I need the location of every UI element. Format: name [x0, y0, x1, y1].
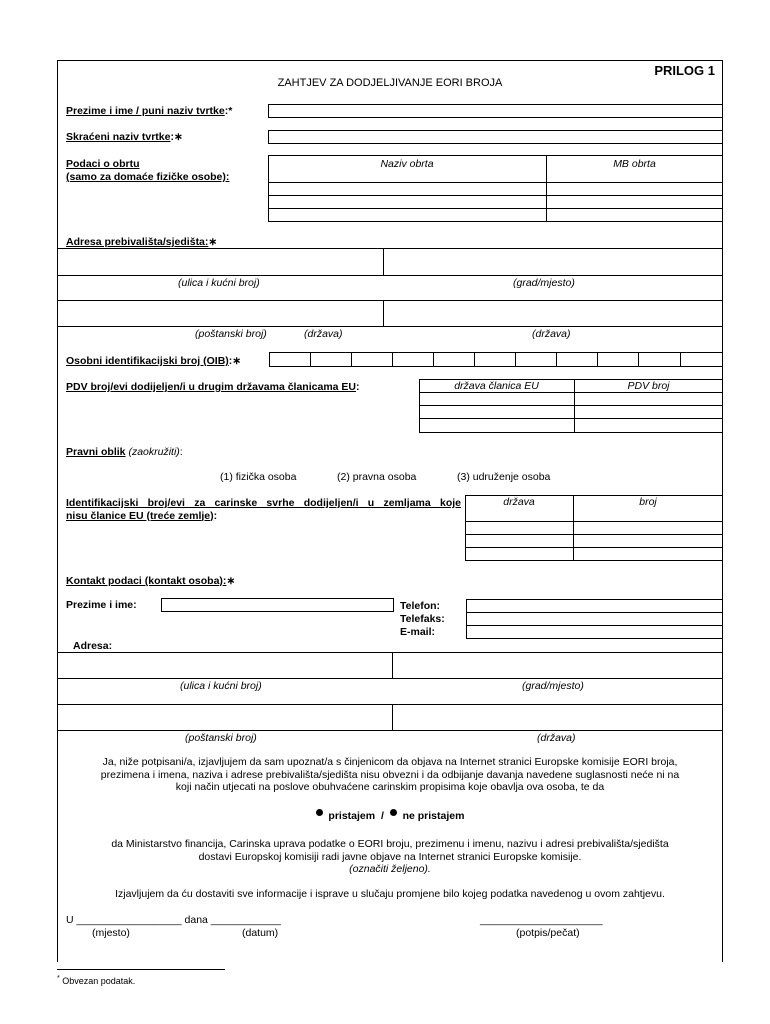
surname-label-row: [66, 105, 232, 117]
legal-form-hint: (zaokružiti): [128, 446, 180, 458]
required-mark: ∗: [208, 236, 218, 248]
postal-caption: (poštanski broj): [195, 328, 267, 340]
required-mark: :*: [224, 105, 233, 117]
contact-postal-caption: (poštanski broj): [185, 732, 257, 744]
oib-cell-divider: [515, 352, 516, 367]
oib-input[interactable]: [269, 352, 723, 367]
contact-street-input[interactable]: [58, 653, 392, 678]
contact-address-label: Adresa:: [73, 640, 113, 652]
contact-street-caption: (ulica i kućni broj): [180, 680, 262, 692]
street-caption: (ulica i kućni broj): [178, 277, 260, 289]
consent-choice: [58, 809, 722, 822]
vat-row-line: [419, 405, 723, 406]
craft-row-line: [268, 195, 723, 196]
vat-label: PDV broj/evi dodijeljen/i u drugim državama članicama EU: [66, 381, 357, 393]
address-line: [57, 326, 723, 327]
customs-label-line1: Identifikacijski broj/evi za carinske svrhe dodijeljen/i u zemljama koje: [66, 497, 461, 509]
address-line: [57, 275, 723, 276]
footnote-separator: [57, 969, 225, 970]
oib-label: Osobni identifikacijski broj (OIB): [66, 355, 229, 367]
footnote-text: Obvezan podatak.: [62, 976, 136, 986]
phone-label: Telefon:: [400, 600, 441, 612]
place-caption: (mjesto): [92, 927, 130, 939]
prilog-label: PRILOG 1: [654, 63, 715, 78]
surname-label: Prezime i ime / puni naziv tvrtke: [66, 105, 225, 117]
country-caption-mid: (država): [304, 328, 343, 340]
oib-cell-divider: [474, 352, 475, 367]
required-mark: :∗: [170, 131, 183, 143]
craft-row-line: [268, 208, 723, 209]
contact-country-input[interactable]: [393, 705, 722, 730]
contact-city-caption: (grad/mjesto): [522, 680, 584, 692]
form-frame-top: [57, 60, 723, 61]
declaration: Izjavljujem da ću dostaviti sve informacije i isprave u slučaju promjene bilo kojeg podatka navedenog u ovom zahtjevu.: [115, 888, 665, 900]
country-input[interactable]: [384, 300, 722, 326]
craft-label-line2: (samo za domaće fizičke osobe):: [66, 171, 230, 183]
oib-cell-divider: [680, 352, 681, 367]
vat-colon: :: [356, 381, 360, 393]
agree-option[interactable]: pristajem: [328, 810, 376, 822]
customs-col-number: broj: [639, 496, 657, 508]
signature-line[interactable]: _____________________: [480, 914, 603, 926]
customs-label-line2: nisu članice EU (treće zemlje): [66, 509, 214, 522]
craft-col-mb: MB obrta: [613, 158, 656, 170]
disagree-option[interactable]: ne pristajem: [402, 810, 465, 822]
contact-address-line: [57, 678, 723, 679]
consent-hint: (označiti željeno).: [349, 863, 431, 875]
phone-input[interactable]: [467, 600, 722, 612]
address-heading: Adresa prebivališta/sjedišta:: [66, 236, 209, 248]
date-caption: (datum): [242, 927, 279, 939]
surname-input[interactable]: [268, 104, 723, 118]
legal-option-legal[interactable]: (2) pravna osoba: [337, 471, 417, 483]
oib-cell-divider: [433, 352, 434, 367]
consent-paragraph: [58, 756, 722, 794]
oib-label-row: [66, 355, 241, 367]
address-heading-row: [66, 236, 217, 248]
oib-cell-divider: [556, 352, 557, 367]
contact-country-caption: (država): [537, 732, 576, 744]
consent-line: Ja, niže potpisani/a, izjavljujem da sam upoznat/a s činjenicom da objava na Internet stranici Europske komisije EORI broja,: [102, 756, 678, 768]
email-label: E-mail:: [400, 626, 436, 638]
postal-input[interactable]: [58, 300, 383, 326]
customs-col-country: država: [503, 496, 535, 508]
fax-label: Telefaks:: [400, 613, 445, 625]
city-caption: (grad/mjesto): [513, 277, 575, 289]
contact-city-input[interactable]: [393, 653, 722, 678]
legal-form-label: Pravni oblik: [66, 446, 126, 458]
contact-channel-labels: [400, 600, 445, 639]
contact-address-line: [57, 730, 723, 731]
legal-form-colon: :: [179, 446, 183, 458]
disagree-bullet-icon[interactable]: [390, 809, 397, 816]
oib-cell-divider: [392, 352, 393, 367]
craft-row-line: [268, 182, 723, 183]
customs-row-line: [465, 534, 723, 535]
contact-name-label: Prezime i ime:: [66, 599, 137, 611]
oib-cell-divider: [351, 352, 352, 367]
customs-label: [66, 497, 461, 522]
contact-heading: Kontakt podaci (kontakt osoba):: [66, 575, 227, 587]
oib-cell-divider: [597, 352, 598, 367]
contact-heading-row: [66, 575, 235, 587]
required-mark: ∗: [226, 575, 236, 587]
customs-row-line: [465, 521, 723, 522]
vat-label-row: [66, 381, 360, 393]
craft-label: [66, 158, 229, 184]
customs-row-line: [465, 547, 723, 548]
choice-separator: /: [380, 810, 384, 822]
agree-bullet-icon[interactable]: [316, 809, 323, 816]
fax-input[interactable]: [467, 613, 722, 625]
street-input[interactable]: [58, 248, 383, 275]
consent-line: da Ministarstvo financija, Carinska uprava podatke o EORI broju, prezimenu i imenu, nazivu i adresi prebivališta/sjedišta: [111, 838, 669, 850]
page-title: ZAHTJEV ZA DODJELJIVANJE EORI BROJA: [277, 77, 503, 89]
contact-postal-input[interactable]: [58, 705, 392, 730]
required-mark: :∗: [228, 355, 242, 367]
oib-cell-divider: [638, 352, 639, 367]
consent-paragraph-2: [58, 838, 722, 876]
consent-line: koji način utjecati na poslove obuhvaćene carinskim propisima koje obavlja ova osoba, te da: [175, 781, 605, 793]
customs-colon: :: [213, 509, 218, 522]
oib-cell-divider: [310, 352, 311, 367]
form-frame-left: [57, 60, 58, 962]
signature-caption: (potpis/pečat): [516, 927, 580, 939]
legal-form-label-row: [66, 446, 183, 458]
legal-option-natural[interactable]: (1) fizička osoba: [220, 471, 297, 483]
craft-col-name: Naziv obrta: [380, 158, 434, 170]
vat-col-number: PDV broj: [627, 380, 670, 392]
country-caption: (država): [532, 328, 571, 340]
short-name-input[interactable]: [268, 130, 723, 144]
place-date-line[interactable]: U __________________ dana ____________: [66, 914, 281, 926]
email-input[interactable]: [467, 626, 722, 638]
footnote: [57, 975, 135, 986]
short-name-label-row: [66, 131, 183, 143]
footnote-mark: *: [57, 975, 60, 982]
consent-line: dostavi Europskoj komisiji radi javne objave na Internet stranici Europske komisije.: [198, 850, 582, 863]
vat-row-line: [419, 392, 723, 393]
city-input[interactable]: [384, 248, 722, 275]
vat-row-line: [419, 418, 723, 419]
legal-option-association[interactable]: (3) udruženje osoba: [457, 471, 551, 483]
vat-col-country: država članica EU: [454, 380, 539, 392]
short-name-label: Skraćeni naziv tvrtke: [66, 131, 171, 143]
consent-line: prezimena i imena, naziva i adrese prebivališta/sjedišta nisu obvezni i da odbijanje davanja navedene suglasnosti neće ni na: [100, 768, 680, 781]
craft-label-line1: Podaci o obrtu: [66, 158, 140, 170]
contact-name-input[interactable]: [161, 598, 394, 612]
